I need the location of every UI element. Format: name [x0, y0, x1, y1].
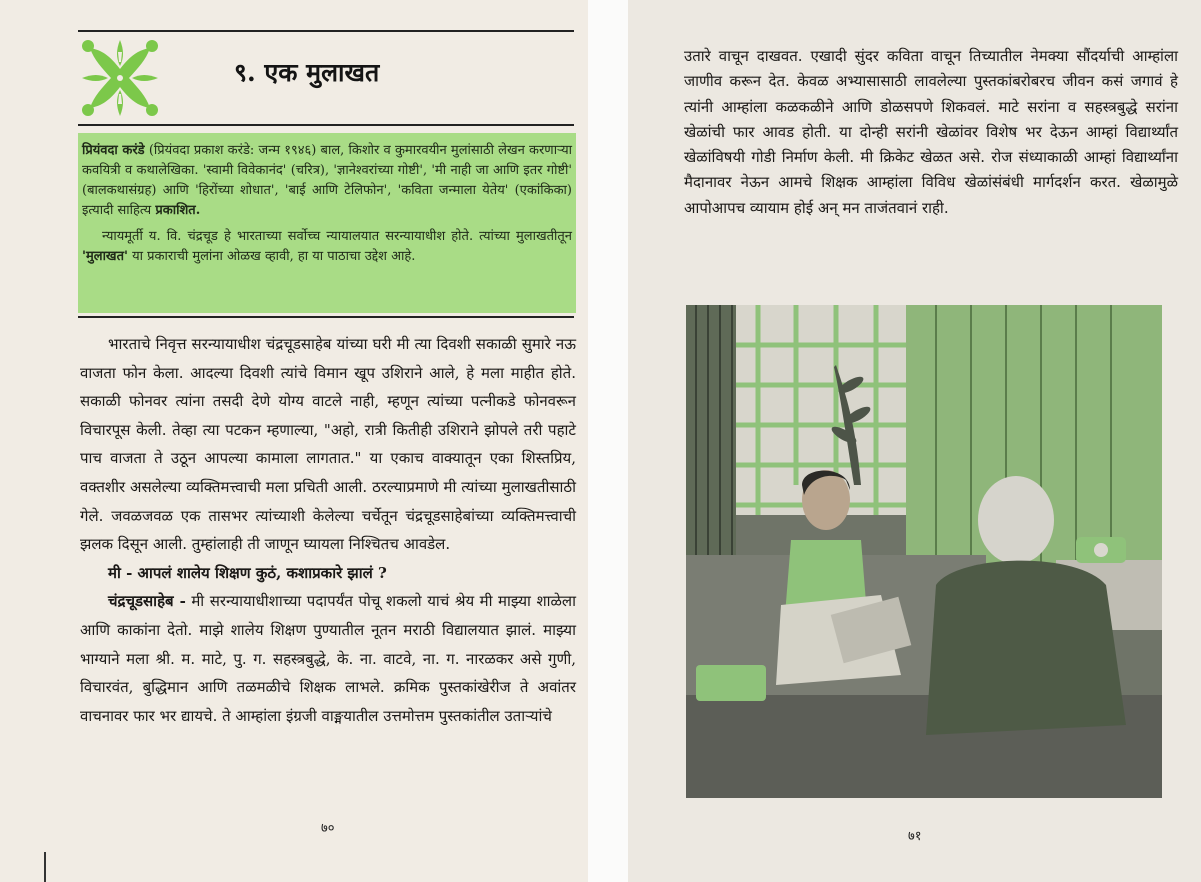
left-body-text — [80, 330, 576, 730]
chapter-ornament-icon — [80, 38, 160, 118]
paragraph-1: भारताचे निवृत्त सरन्यायाधीश चंद्रचूडसाहेब यांच्या घरी मी त्या दिवशी सकाळी सुमारे नऊ वाजता फोन केला. आदल्या दिवशी त्यांचे विमान खूप उशिराने आले, हे मला माहीत होते. सकाळी फोनवर त्यांना तसदी देणे योग्य वाटले नाही, म्हणून त्यांच्या पत्नीकडे फोनवरून विचारपूस केली. तेव्हा त्या पटकन म्हणाल्या, "अहो, रात्री कितीही उशिराने झोपले तरी पहाटे पाच वाजता ते उठून आपल्या कामाला लागतात." या एकाच वाक्यातून एका शिस्तप्रिय, वक्तशीर असलेल्या व्यक्तिमत्त्वाची मला प्रचिती आली. ठरल्याप्रमाणे मी त्यांच्या मुलाखतीसाठी गेले. जवळजवळ एक तासभर त्यांच्याशी केलेल्या चर्चेतून चंद्रचूडसाहेबांच्या व्यक्तिमत्त्वाची झलक दिसून आली. तुम्हांलाही ती जाणून घ्यायला निश्चितच आवडेल. — [80, 335, 576, 554]
right-body-text — [684, 44, 1178, 221]
author-bio-text: (प्रियंवदा प्रकाश करंडे: जन्म १९४६) बाल, किशोर व कुमारवयीन मुलांसाठी लेखन करणाऱ्या कवयित्री व कथालेखिका. 'स्वामी विवेकानंद' (चरित्र), 'ज्ञानेश्वरांच्या गोष्टी', 'मी नाही जा आणि इतर गोष्टी' (बालकथासंग्रह) आणि 'हिरोंच्या शोधात', 'बाई आणि टेलिफोन', 'कविता जन्माला येतेय' (एकांकिका) इत्यादी साहित्य — [82, 143, 572, 218]
author-intro-box — [78, 133, 576, 313]
interview-question: मी - आपलं शालेय शिक्षण कुठं, कशाप्रकारे झालं ? — [108, 563, 387, 582]
author-bio-published: प्रकाशित. — [155, 203, 201, 218]
book-gutter — [588, 0, 628, 882]
interview-illustration — [686, 305, 1162, 798]
margin-mark — [44, 852, 46, 882]
lesson-purpose-text: न्यायमूर्ती य. वि. चंद्रचूड हे भारताच्या सर्वोच्च न्यायालयात सरन्यायाधीश होते. त्यांच्या मुलाखतीतून — [102, 229, 572, 244]
author-name: प्रियंवदा करंडे — [82, 143, 145, 158]
interview-answer — [80, 587, 576, 730]
lesson-purpose-text-end: या प्रकाराची मुलांना ओळख व्हावी, हा या पाठाचा उद्देश आहे. — [127, 249, 416, 264]
answer-text: मी सरन्यायाधीशाच्या पदापर्यंत पोचू शकलो याचं श्रेय मी माझ्या शाळेला आणि काकांना देतो. माझे शालेय शिक्षण पुण्यातील नूतन मराठी विद्यालयात झालं. माझ्या भाग्याने मला श्री. म. माटे, पु. ग. सहस्त्रबुद्धे, के. ना. वाटवे, ना. ग. नारळकर असे गुणी, विचारवंत, बुद्धिमान आणि तळमळीचे शिक्षक लाभले. क्रमिक पुस्तकांखेरीज ते अवांतर वाचनावर फार भर द्यायचे. ते आम्हांला इंग्रजी वाङ्मयातील उत्तमोत्तम पुस्तकांतील उताऱ्यांचे — [80, 592, 576, 725]
right-paragraph: उतारे वाचून दाखवत. एखादी सुंदर कविता वाचून तिच्यातील नेमक्या सौंदर्याची आम्हांला जाणीव करून देत. केवळ अभ्यासासाठी लावलेल्या पुस्तकांबरोबरच जीवन कसं जगावं हे त्यांनी आम्हांला कळकळीने आणि डोळसपणे शिकवलं. माटे सरांना व सहस्त्रबुद्धे सरांना खेळांची फार आवड होती. या दोन्ही सरांनी खेळांवर विशेष भर देऊन आम्हां विद्यार्थ्यांत खेळांविषयी गोडी निर्माण केली. मी क्रिकेट खेळत असे. रोज संध्याकाळी आम्हां विद्यार्थ्यांना मैदानावर नेऊन आमचे शिक्षक आम्हांला विविध खेळांसंबंधी मार्गदर्शन करत. खेळामुळे आपोआपच व्यायाम होई अन् मन ताजंतवानं राही. — [684, 47, 1178, 217]
page-number-right: ७१ — [908, 829, 922, 844]
top-rule — [78, 30, 574, 32]
lesson-purpose-highlight: 'मुलाखत' — [82, 249, 128, 264]
answer-speaker: चंद्रचूडसाहेब - — [108, 592, 186, 611]
page-number-left: ७० — [321, 821, 335, 836]
author-bio — [82, 141, 572, 221]
title-rule — [78, 124, 574, 126]
chapter-title: ९. एक मुलाखत — [234, 58, 380, 87]
lesson-purpose — [82, 227, 572, 267]
intro-bottom-rule — [78, 316, 574, 318]
